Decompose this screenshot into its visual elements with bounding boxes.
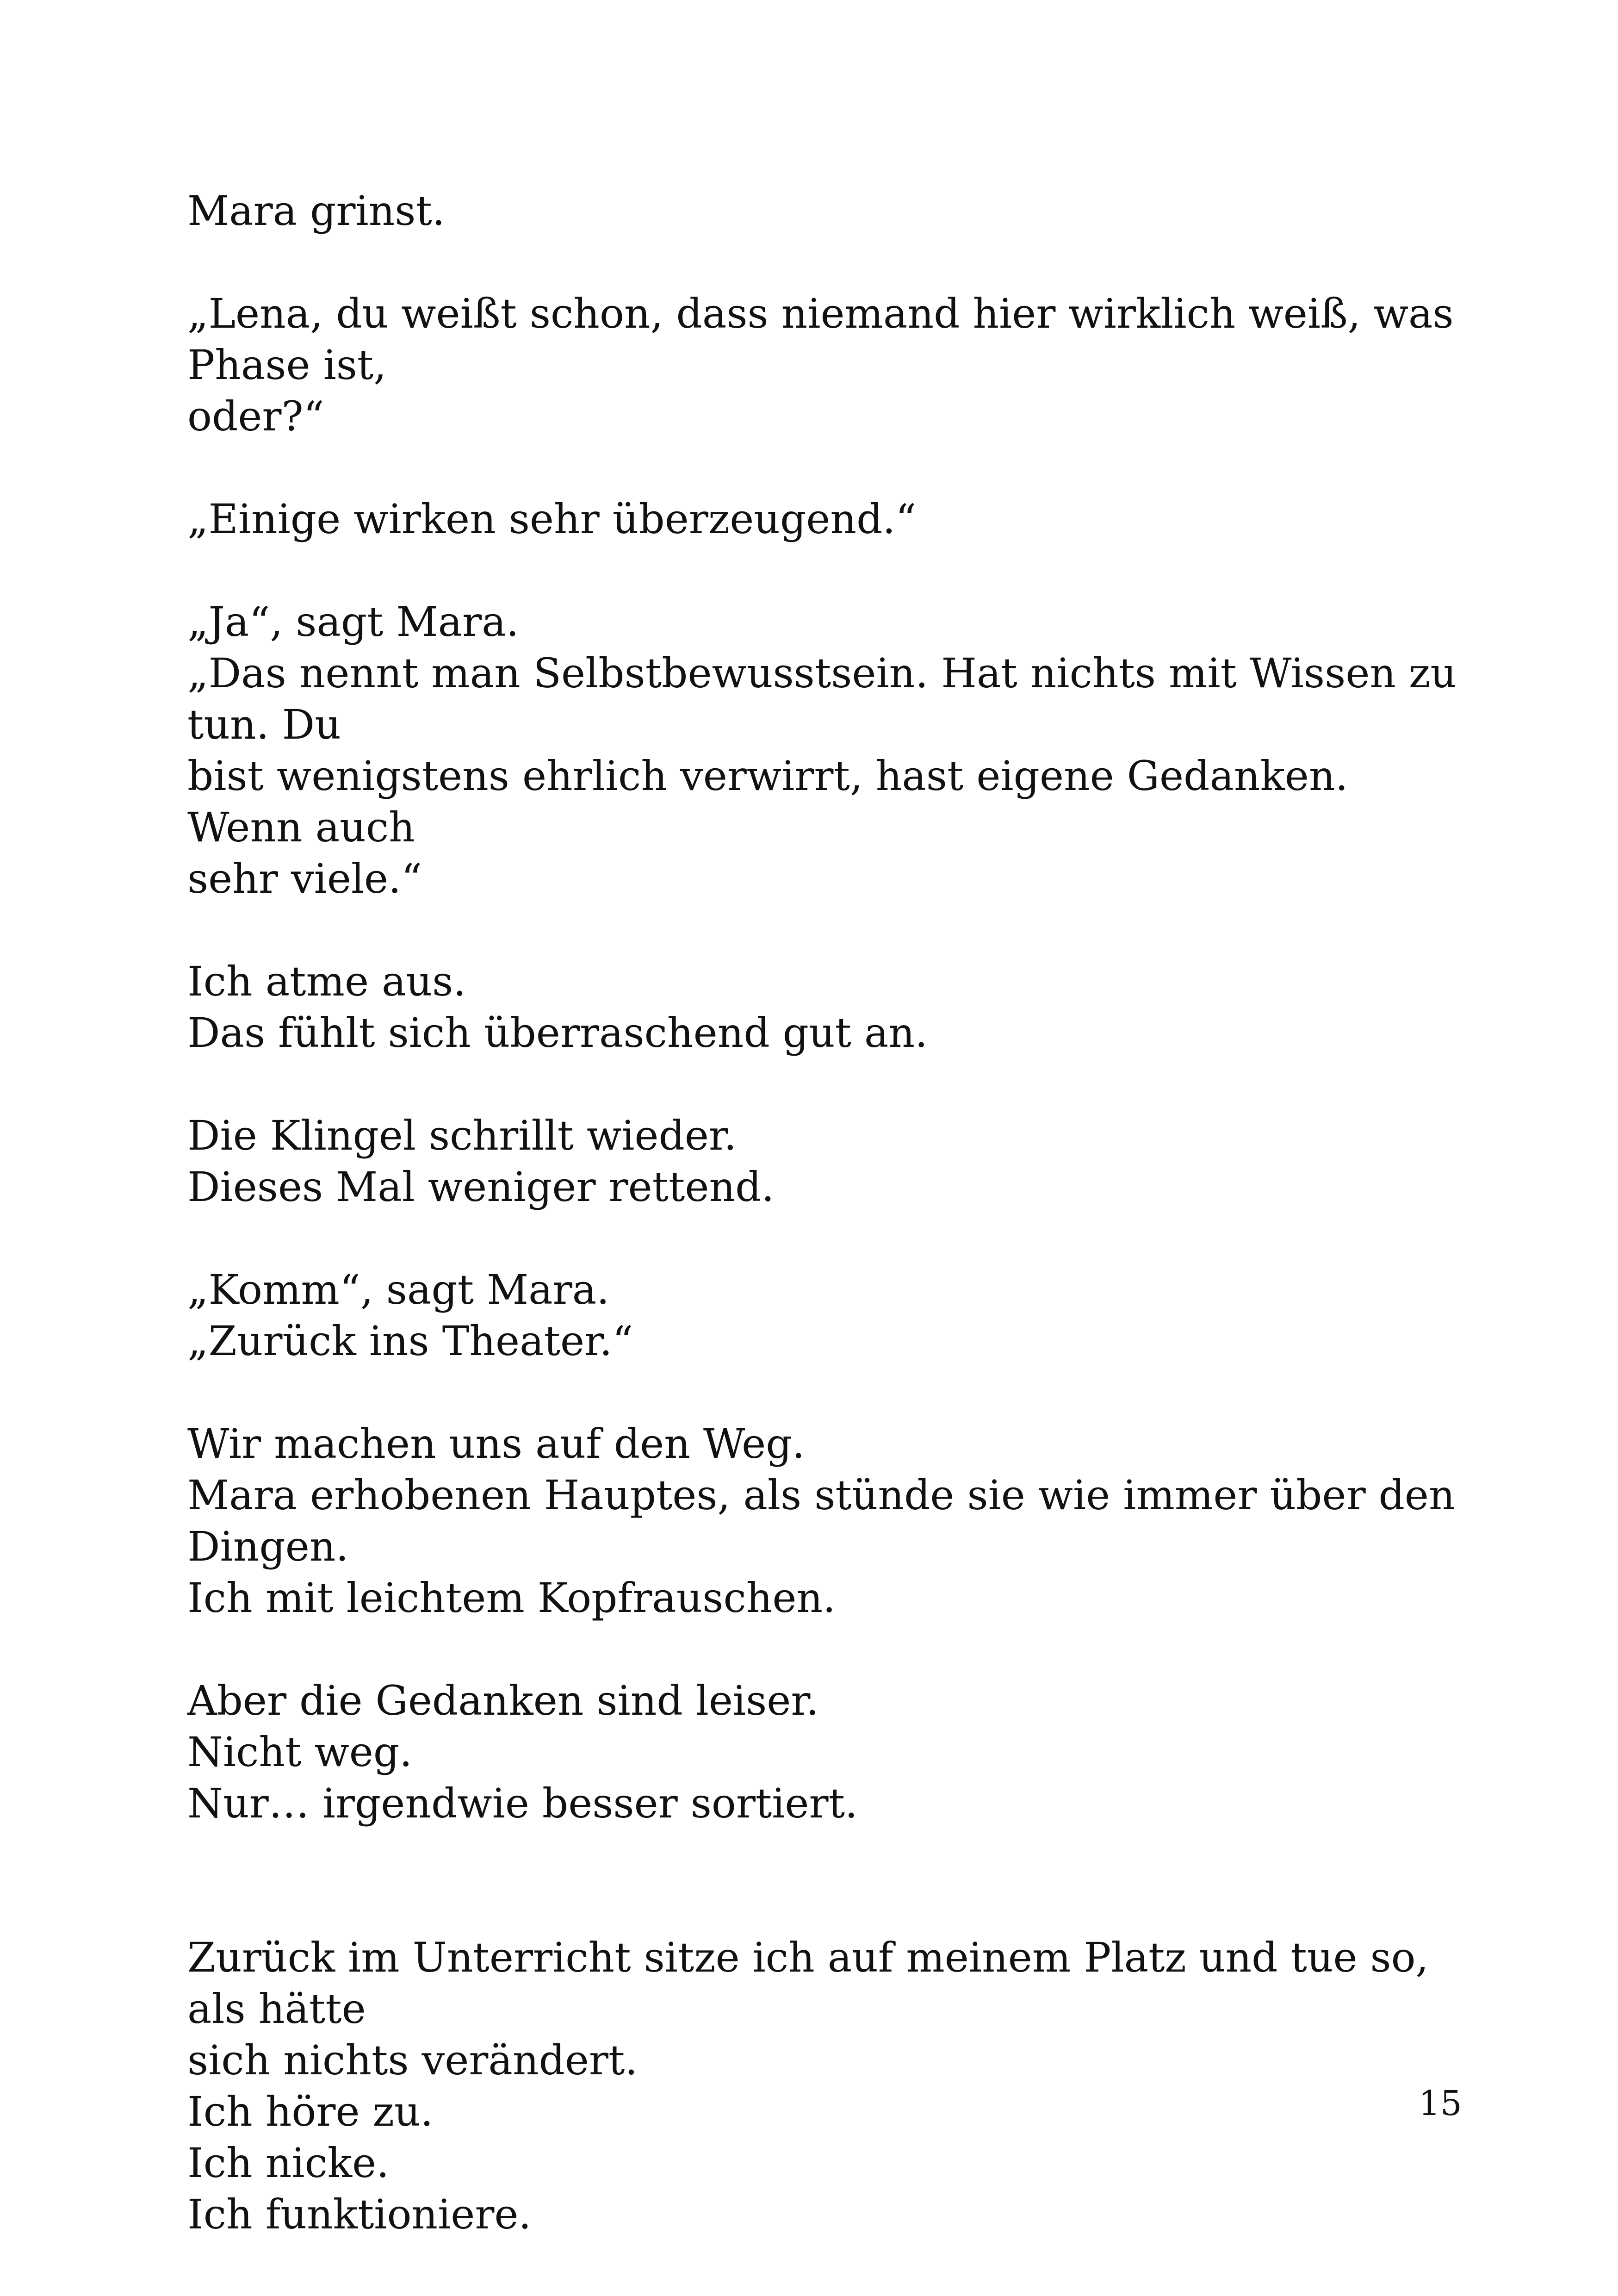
page-number: 15 (1418, 2084, 1462, 2123)
paragraph (187, 493, 1469, 545)
text-line: Ich atme aus. (187, 958, 466, 1005)
text-line: „Zurück ins Theater.“ (187, 1317, 633, 1365)
text-line: Wir machen uns auf den Weg. (187, 1420, 805, 1468)
paragraph (187, 1675, 1469, 1829)
paragraph (187, 1932, 1469, 2240)
paragraph (187, 288, 1469, 442)
body-text (187, 185, 1469, 2291)
text-line: Ich höre zu. (187, 2088, 434, 2135)
text-line: bist wenigstens ehrlich verwirrt, hast eigene Gedanken. Wenn auch (187, 752, 1361, 851)
text-line: Ich nicke. (187, 2139, 390, 2187)
text-line: „Ja“, sagt Mara. (187, 598, 519, 646)
text-line: Ich funktioniere. (187, 2190, 532, 2238)
text-line: Dieses Mal weniger rettend. (187, 1163, 775, 1211)
text-line: Das fühlt sich überraschend gut an. (187, 1009, 928, 1057)
paragraph (187, 1110, 1469, 1213)
text-line: Nur… irgendwie besser sortiert. (187, 1780, 858, 1827)
text-line: Mara erhobenen Hauptes, als stünde sie wie immer über den Dingen. (187, 1471, 1468, 1570)
text-line: Mara grinst. (187, 187, 445, 235)
text-line: „Das nennt man Selbstbewusstsein. Hat nichts mit Wissen zu tun. Du (187, 649, 1470, 748)
text-line: sehr viele.“ (187, 855, 422, 902)
text-line: Ich mit leichtem Kopfrauschen. (187, 1574, 836, 1622)
paragraph (187, 185, 1469, 236)
text-line: „Einige wirken sehr überzeugend.“ (187, 495, 917, 543)
text-line: „Lena, du weißt schon, dass niemand hier wirklich weiß, was Phase ist, (187, 290, 1467, 389)
text-line: Nicht weg. (187, 1728, 413, 1776)
text-line: oder?“ (187, 392, 324, 440)
paragraph (187, 956, 1469, 1058)
text-line: Zurück im Unterricht sitze ich auf meinem Platz und tue so, als hätte (187, 1934, 1442, 2033)
paragraph (187, 1418, 1469, 1624)
paragraph (187, 596, 1469, 904)
text-line: Die Klingel schrillt wieder. (187, 1112, 737, 1159)
paragraph (187, 1264, 1469, 1367)
text-line: sich nichts verändert. (187, 2036, 638, 2084)
text-line: Aber die Gedanken sind leiser. (187, 1677, 819, 1724)
text-line: „Komm“, sagt Mara. (187, 1266, 610, 1313)
